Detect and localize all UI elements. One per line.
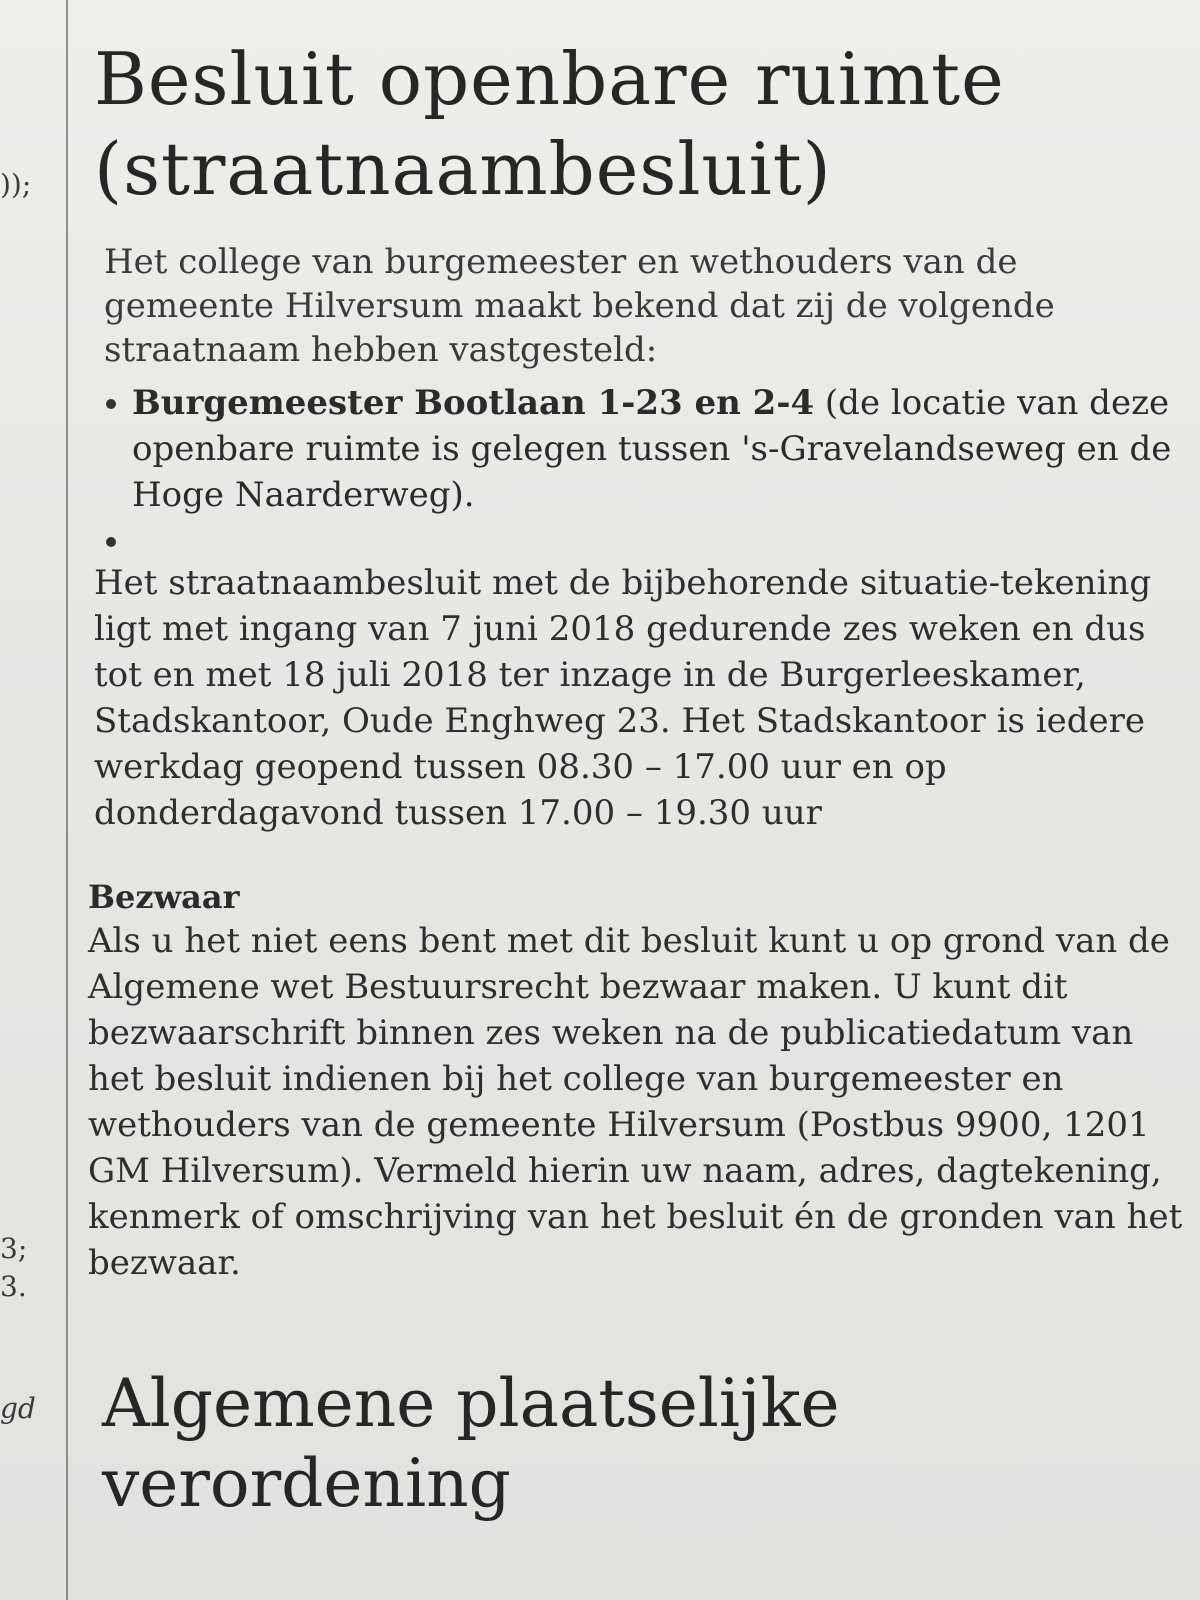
column-divider (66, 0, 68, 1600)
notice-article (88, 34, 1192, 1524)
street-location: (de locatie van deze openbare ruimte is gelegen tussen 's-Gravelandseweg en de Hoge Naarderweg). (132, 383, 1172, 515)
objection-paragraph: Als u het niet eens bent met dit besluit kunt u op grond van de Algemene wet Bestuursrecht bezwaar maken. U kunt dit bezwaarschrift binnen zes weken na de publicatiedatum van het besluit indienen bij het college van burgemeester en wethouders van de gemeente Hilversum (Postbus 9900, 1201 GM Hilversum). Vermeld hierin uw naam, adres, dagtekening, kenmerk of omschrijving van het besluit én de gronden van het bezwaar. (88, 921, 1183, 1283)
left-margin-column (0, 0, 66, 1600)
bullet-icon (106, 399, 116, 409)
intro-paragraph: Het college van burgemeester en wethouders van de gemeente Hilversum maakt bekend dat zij de volgende straatnaam hebben vastgesteld: (104, 242, 1055, 370)
margin-fragment: 3; (0, 1232, 28, 1265)
objection-heading: Bezwaar (88, 878, 240, 916)
street-name: Burgemeester Bootlaan 1-23 en 2-4 (132, 383, 815, 423)
bullet-icon (106, 537, 116, 547)
margin-fragment: gd (0, 1392, 36, 1425)
margin-fragment: 3. (0, 1270, 27, 1303)
list-item-empty (104, 518, 1192, 558)
margin-fragment: )); (0, 168, 32, 201)
inspection-paragraph: Het straatnaambesluit met de bijbehorende situatie-tekening ligt met ingang van 7 juni 2018 gedurende zes weken en dus tot en met 18 juli 2018 ter inzage in de Burgerleeskamer, Stadskantoor, Oude Enghweg 23. Het Stadskantoor is iedere werkdag geopend tussen 08.30 – 17.00 uur en op donderdagavond tussen 17.00 – 19.30 uur (94, 563, 1152, 833)
list-item (104, 380, 1192, 518)
article-headline: Besluit openbare ruimte (straatnaambesluit) (94, 37, 1005, 211)
next-article-headline: Algemene plaatselijke verordening (102, 1365, 840, 1522)
street-name-list (104, 380, 1192, 558)
